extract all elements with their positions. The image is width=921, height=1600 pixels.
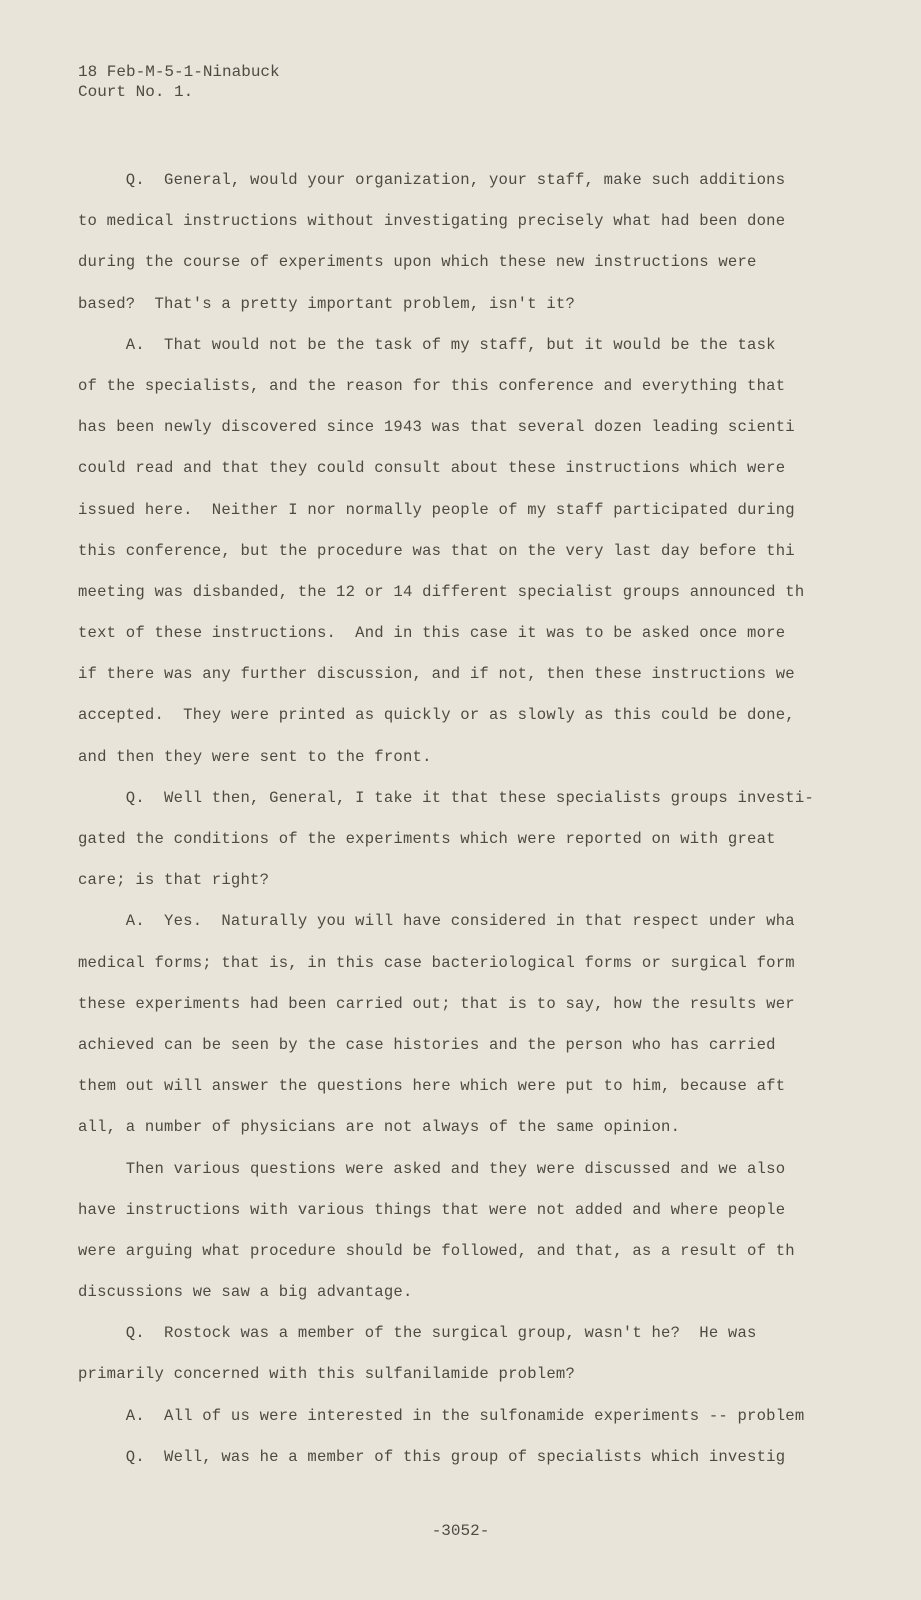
transcript-line: these experiments had been carried out; that is to say, how the results wer [78, 994, 795, 1013]
transcript-line: were arguing what procedure should be followed, and that, as a result of th [78, 1241, 795, 1260]
session-reference: 18 Feb-M-5-1-Ninabuck [78, 63, 280, 81]
transcript-line: gated the conditions of the experiments which were reported on with great [78, 830, 776, 848]
transcript-line: during the course of experiments upon which these new instructions were [78, 253, 757, 272]
transcript-line: of the specialists, and the reason for this conference and everything that [78, 376, 786, 395]
transcript-line: Q. Rostock was a member of the surgical group, wasn't he? He was [78, 1324, 757, 1343]
transcript-line: achieved can be seen by the case histories and the person who has carried [78, 1035, 776, 1054]
transcript-line: A. Yes. Naturally you will have considered in that respect under wha [78, 912, 795, 931]
transcript-line: them out will answer the questions here which were put to him, because aft [78, 1077, 786, 1096]
transcript-line: discussions we saw a big advantage. [78, 1283, 413, 1302]
transcript-line: has been newly discovered since 1943 was that several dozen leading scienti [78, 418, 795, 437]
transcript-line: if there was any further discussion, and if not, then these instructions we [78, 665, 795, 684]
transcript-line: have instructions with various things that were not added and where people [78, 1200, 786, 1219]
transcript-line: based? That's a pretty important problem, isn't it? [78, 294, 576, 313]
transcript-line: text of these instructions. And in this case it was to be asked once more [78, 624, 786, 643]
transcript-line: Q. Well, was he a member of this group of specialists which investig [78, 1447, 786, 1466]
transcript-line: Q. Well then, General, I take it that these specialists groups investi- [78, 788, 814, 807]
transcript-line: Q. General, would your organization, your staff, make such additions [78, 171, 786, 189]
transcript-line: care; is that right? [78, 871, 270, 890]
transcript-line: Then various questions were asked and they were discussed and we also [78, 1159, 786, 1178]
transcript-line: primarily concerned with this sulfanilamide problem? [78, 1365, 576, 1384]
page-number: -3052- [431, 1522, 490, 1540]
transcript-line: to medical instructions without investigating precisely what had been done [78, 212, 786, 231]
transcript-line: all, a number of physicians are not always of the same opinion. [78, 1118, 681, 1137]
transcript-body [78, 160, 844, 1478]
transcript-line: A. All of us were interested in the sulfonamide experiments -- problem [78, 1406, 805, 1425]
transcript-line: A. That would not be the task of my staff, but it would be the task [78, 335, 776, 354]
document-header [78, 62, 280, 102]
transcript-line: meeting was disbanded, the 12 or 14 different specialist groups announced th [78, 582, 805, 601]
transcript-line: and then they were sent to the front. [78, 747, 432, 766]
transcript-line: could read and that they could consult about these instructions which were [78, 459, 786, 478]
court-number: Court No. 1. [78, 83, 194, 101]
transcript-line: issued here. Neither I nor normally people of my staff participated during [78, 500, 795, 519]
transcript-line: accepted. They were printed as quickly or as slowly as this could be done, [78, 706, 795, 725]
transcript-line: this conference, but the procedure was that on the very last day before thi [78, 541, 795, 560]
transcript-line: medical forms; that is, in this case bacteriological forms or surgical form [78, 953, 795, 972]
